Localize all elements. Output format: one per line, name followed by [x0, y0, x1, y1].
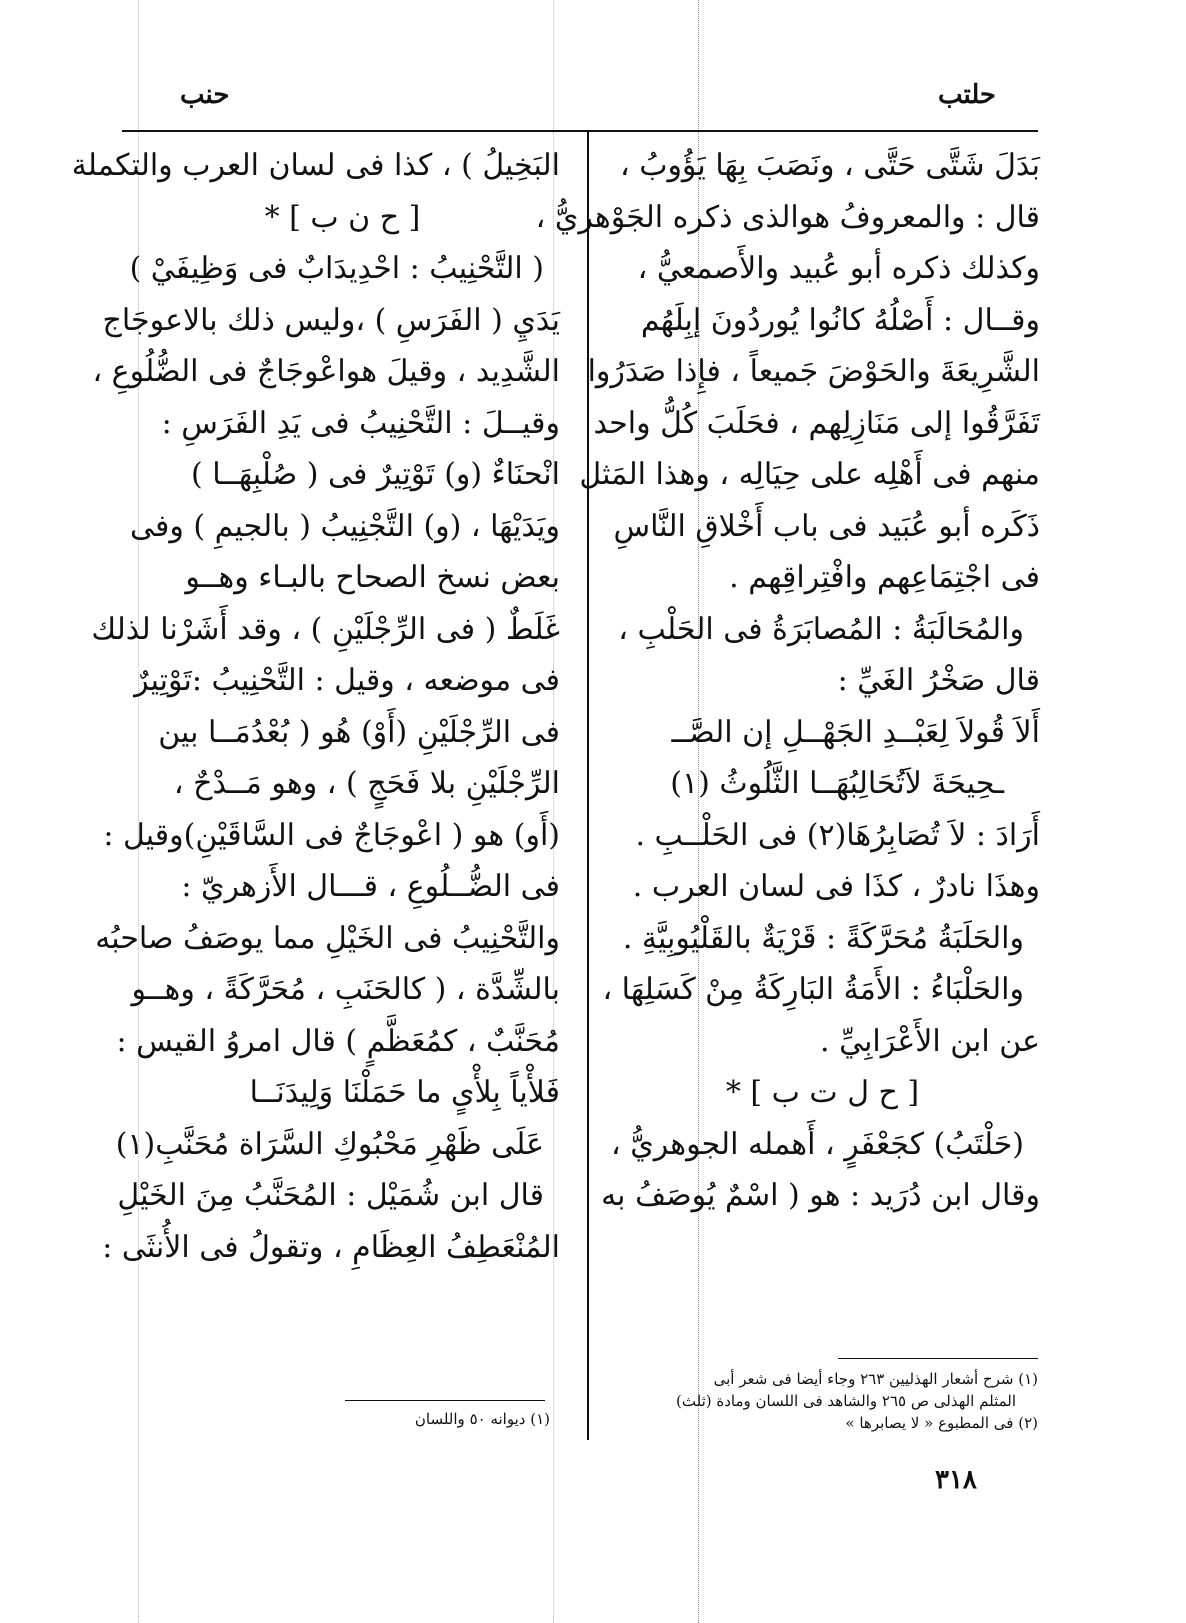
- text-line: مُحَنَّبٌ ، كمُعَظَّمٍ ) قال امروُ القيس :: [116, 1023, 560, 1059]
- footnote-rule: [838, 1358, 1038, 1359]
- text-line: ويَدَيْهَا ، (و) التَّجْنِيبُ ( بالجيمِ ) وفى: [130, 508, 560, 544]
- text-line: قال صَخْرُ الغَيِّ :: [837, 663, 1040, 698]
- running-head-left: حنب: [180, 80, 230, 110]
- text-line: والمُحَالَبَةُ : المُصابَرَةُ فى الحَلْبِ ،: [618, 611, 1024, 647]
- verse-line: عَلَى ظَهْرِ مَحْبُوكِ السَّرَاة مُحَنَّبِ(١): [115, 1126, 544, 1162]
- text-line: وهذَا نادرٌ ، كذَا فى لسان العرب .: [632, 869, 1040, 904]
- text-line: تَفَرَّقُوا إلى مَنَازِلِهم ، فحَلَبَ كُلُّ واحد: [593, 405, 1040, 441]
- running-head-right: حلتب: [937, 80, 996, 110]
- footnotes-left: [340, 1408, 550, 1430]
- header-rule: [122, 130, 1038, 132]
- text-line: الرِّجْلَيْنِ بلا فَحَجٍ ) ، وهو مَــدْحٌ ،: [173, 766, 560, 801]
- text-line: المُنْعَطِفُ العِظَامِ ، وتقولُ فى الأُنثَى :: [102, 1229, 560, 1265]
- text-line: فى اجْتِمَاعِهم وافْتِراقِهم .: [729, 560, 1040, 595]
- text-line: قال ابن شُمَيْل : المُحَنَّبُ مِنَ الخَيْلِ: [117, 1178, 544, 1213]
- text-line: فى موضعه ، وقيل : التَّحْنِيبُ :تَوْتِيرٌ: [134, 663, 560, 698]
- column-divider: [587, 130, 589, 1440]
- verse-line: فَلأْياً بِلأْىٍ ما حَمَلْنَا وَلِيدَنَــا: [249, 1075, 560, 1110]
- text-line: وكذلك ذكره أبو عُبيد والأَصمعيُّ ،: [637, 251, 1040, 286]
- text-line: (حَلْتَبُ) كجَعْفَرٍ ، أَهمله الجوهريُّ ،: [611, 1126, 1024, 1162]
- text-line: قال : والمعروفُ هوالذى ذكره الجَوْهريُّ ،: [535, 199, 1040, 235]
- text-line: البَخِيلُ ) ، كذا فى لسان العرب والتكملة: [71, 148, 560, 183]
- page-number: ٣١٨: [935, 1465, 977, 1495]
- text-line: والحَلَبَةُ مُحَرَّكَةً : قَرْيَةٌ بالقَلْيُوبِيَّةِ .: [622, 920, 1024, 956]
- footnote: المثلم الهذلى ص ٢٦٥ والشاهد فى اللسان ومادة (ثلث): [676, 1392, 1016, 1410]
- text-line: بَدَلَ شَتَّى حَتَّى ، ونَصَبَ بِهَا يَؤُوبُ ،: [619, 148, 1040, 183]
- text-line: يَدَيِ ( الفَرَسِ ) ،وليس ذلك بالاعوجَاج: [102, 302, 560, 338]
- text-line: والتَّحْنِيبُ فى الخَيْلِ مما يوصَفُ صاحبُه: [95, 920, 560, 956]
- text-line: ذَكَره أبو عُبَيد فى باب أَخْلاقِ النَّاسِ: [613, 508, 1040, 544]
- text-line: وقيــلَ : التَّحْنِيبُ فى يَدِ الفَرَسِ :: [161, 405, 560, 441]
- text-line: الشَّرِيعَةَ والحَوْضَ جَميعاً ، فإِذا صَدَرُوا: [587, 354, 1040, 389]
- text-line: وقــال : أَصْلُهُ كانُوا يُوردُونَ إبِلَهُم: [640, 302, 1040, 338]
- text-line: غَلَطٌ ( فى الرِّجْلَيْنِ ) ، وقد أَشَرْنا لذلك: [91, 611, 560, 647]
- text-line: فى الرِّجْلَيْنِ (أَوْ) هُو ( بُعْدُمَــا بين: [158, 714, 560, 750]
- left-column: [71, 140, 560, 1273]
- text-line: الشَّدِيد ، وقيلَ هواعْوجَاجٌ فى الضُّلُوعِ ،: [92, 354, 560, 389]
- right-column: [535, 140, 1040, 1222]
- text-line: والحَلْبَاءُ : الأَمَةُ البَارِكَةُ مِنْ كَسَلِهَا ،: [602, 972, 1024, 1007]
- text-line: منهم فى أَهْلِه على حِيَالِه ، وهذا المَثل: [579, 457, 1040, 492]
- text-line: بعض نسخ الصحاح بالبـاء وهــو: [185, 560, 560, 595]
- verse-line: أَلاَ قُولاَ لِعَبْــدِ الجَهْــلِ إن الصَّــ: [671, 714, 1040, 750]
- text-line: فى الضُّــلُوعِ ، قـــال الأَزهريّ :: [181, 869, 560, 904]
- text-line: (أَو) هو ( اعْوجَاجٌ فى السَّاقَيْنِ)وقيل :: [103, 817, 560, 853]
- text-line: وقال ابن دُرَيد : هو ( اسْمٌ يُوصَفُ به: [601, 1178, 1040, 1213]
- entry-heading: [ ح ن ب ] *: [264, 199, 421, 235]
- footnote: (١) شرح أشعار الهذليين ٢٦٣ وجاء أيضا فى شعر أبى: [713, 1370, 1038, 1388]
- text-line: انْحنَاءٌ (و) تَوْتِيرٌ فى ( صُلْبِهَــا ): [190, 457, 560, 492]
- entry-heading: [ ح ل ت ب ] *: [725, 1075, 920, 1110]
- footnote: (١) ديوانه ٥٠ واللسان: [414, 1410, 550, 1428]
- footnote: (٢) فى المطبوع « لا يصابرها »: [845, 1414, 1038, 1432]
- footnotes-right: [610, 1368, 1038, 1434]
- verse-line: ـحِيحَةَ لاَتُحَالِبُهَــا الثَّلُوثُ (١): [670, 766, 1004, 801]
- text-line: بالشِّدَّة ، ( كالحَنَبِ ، مُحَرَّكَةً ، وهــو: [131, 972, 560, 1007]
- text-line: ( التَّحْنِيبُ : احْدِيدَابٌ فى وَظِيفَيْ ): [129, 251, 544, 286]
- text-line: أَرَادَ : لاَ تُصَابِرُهَا(٢) فى الحَلْــبِ .: [635, 817, 1040, 853]
- text-line: عن ابن الأَعْرَابِيِّ .: [820, 1023, 1040, 1059]
- footnote-rule: [345, 1400, 545, 1401]
